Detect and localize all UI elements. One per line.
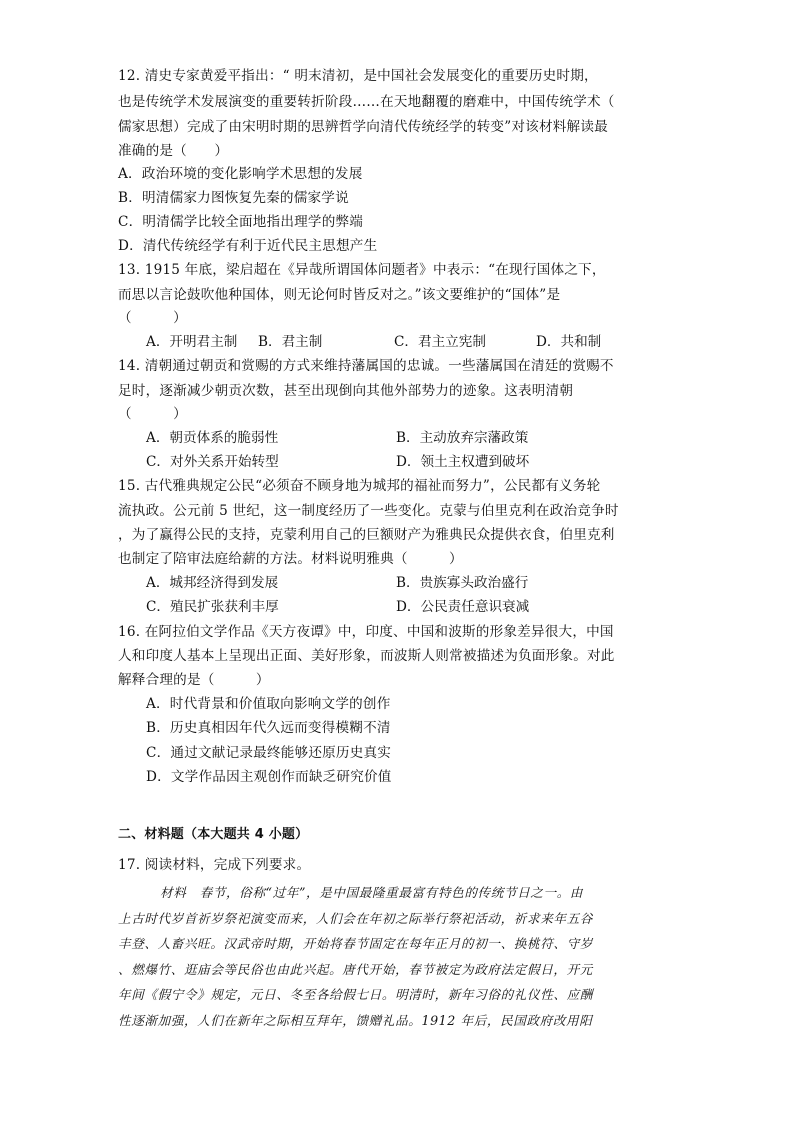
option-b: B．历史真相因年代久远而变得模糊不清 bbox=[146, 720, 391, 736]
question-text-line: （ ） bbox=[118, 310, 187, 326]
option-d: D．共和制 bbox=[536, 334, 602, 350]
option-c: C．明清儒学比较全面地指出理学的弊端 bbox=[118, 214, 364, 230]
option-b: B．君主制 bbox=[258, 334, 323, 350]
option-d: D．文学作品因主观创作而缺乏研究价值 bbox=[146, 769, 392, 785]
option-d: D．公民责任意识衰减 bbox=[396, 599, 530, 615]
option-d: D．清代传统经学有利于近代民主思想产生 bbox=[118, 238, 378, 254]
question-text-line: 14. 清朝通过朝贡和赏赐的方式来维持藩属国的忠诚。一些藩属国在清廷的赏赐不 bbox=[118, 358, 614, 374]
question-prompt: 17. 阅读材料，完成下列要求。 bbox=[118, 857, 311, 873]
material-text-line: 材料 春节，俗称“过年”，是中国最隆重最富有特色的传统节日之一。由 bbox=[160, 885, 584, 900]
option-a: A．朝贡体系的脆弱性 bbox=[146, 430, 279, 446]
question-text-line: 儒家思想）完成了由宋明时期的思辨哲学向清代传统经学的转变”对该材料解读最 bbox=[118, 119, 608, 135]
material-text-line: 年间《假宁令》规定，元日、冬至各给假七日。明清时，新年习俗的礼仪性、应酬 bbox=[118, 987, 593, 1002]
option-b: B．贵族寡头政治盛行 bbox=[396, 575, 529, 591]
question-text-line: 也是传统学术发展演变的重要转折阶段……在天地翻覆的磨难中，中国传统学术（ bbox=[118, 94, 615, 110]
option-c: C．殖民扩张获利丰厚 bbox=[146, 599, 279, 615]
question-text-line: （ ） bbox=[118, 406, 187, 422]
question-text-line: 也制定了陪审法庭给薪的方法。材料说明雅典（ ） bbox=[118, 551, 463, 567]
question-text-line: 12. 清史专家黄爱平指出：“ 明末清初，是中国社会发展变化的重要历史时期， bbox=[118, 68, 598, 84]
option-a: A．时代背景和价值取向影响文学的创作 bbox=[146, 696, 391, 712]
material-text-line: 性逐渐加强，人们在新年之际相互拜年，馈赠礼品。1912 年后，民国政府改用阳 bbox=[118, 1013, 593, 1028]
material-text-line: 丰登、人畜兴旺。汉武帝时期，开始将春节固定在每年正月的初一、换桃符、守岁 bbox=[118, 936, 593, 951]
option-c: C．对外关系开始转型 bbox=[146, 454, 279, 470]
question-text-line: 而思以言论鼓吹他种国体，则无论何时皆反对之。”该文要维护的“国体”是 bbox=[118, 287, 561, 303]
option-c: C．通过文献记录最终能够还原历史真实 bbox=[146, 745, 392, 761]
question-text-line: 解释合理的是（ ） bbox=[118, 672, 270, 688]
option-d: D．领土主权遭到破坏 bbox=[396, 454, 530, 470]
section-heading: 二、材料题（本大题共 4 小题） bbox=[118, 827, 309, 842]
question-text-line: ，为了赢得公民的支持，克蒙利用自己的巨额财产为雅典民众提供衣食，伯里克利 bbox=[118, 527, 615, 543]
question-text-line: 13. 1915 年底，梁启超在《异哉所谓国体问题者》中表示：“在现行国体之下， bbox=[118, 262, 606, 278]
option-a: A．开明君主制 bbox=[146, 334, 238, 350]
question-text-line: 准确的是（ ） bbox=[118, 143, 229, 159]
question-text-line: 人和印度人基本上呈现出正面、美好形象，而波斯人则常被描述为负面形象。对此 bbox=[118, 648, 615, 664]
question-text-line: 足时，逐渐减少朝贡次数，甚至出现倒向其他外部势力的迹象。这表明清朝 bbox=[118, 383, 574, 399]
option-b: B．主动放弃宗藩政策 bbox=[396, 430, 529, 446]
option-b: B．明清儒家力图恢复先秦的儒家学说 bbox=[118, 190, 349, 206]
question-text-line: 15. 古代雅典规定公民“必须奋不顾身地为城邦的福祉而努力”，公民都有义务轮 bbox=[118, 478, 601, 494]
option-a: A．政治环境的变化影响学术思想的发展 bbox=[118, 166, 363, 182]
material-text-line: 、燃爆竹、逛庙会等民俗也由此兴起。唐代开始，春节被定为政府法定假日，开元 bbox=[118, 962, 593, 977]
question-text-line: 流执政。公元前 5 世纪，这一制度经历了一些变化。克蒙与伯里克利在政治竞争时 bbox=[118, 503, 619, 519]
material-text-line: 上古时代岁首祈岁祭祀演变而来，人们会在年初之际举行祭祀活动，祈求来年五谷 bbox=[118, 911, 593, 926]
option-a: A．城邦经济得到发展 bbox=[146, 575, 279, 591]
question-text-line: 16. 在阿拉伯文学作品《天方夜谭》中，印度、中国和波斯的形象差异很大，中国 bbox=[118, 624, 614, 640]
option-c: C．君主立宪制 bbox=[394, 334, 486, 350]
